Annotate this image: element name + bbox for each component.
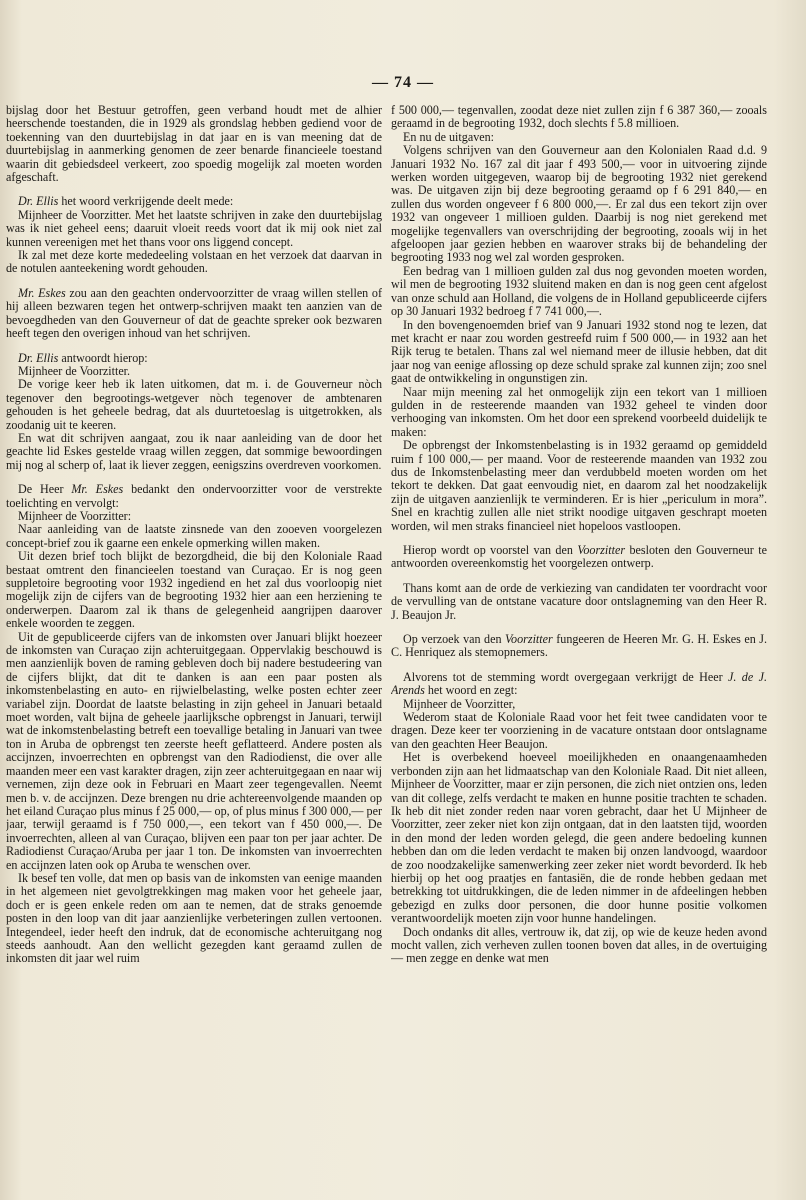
- paragraph-text: De opbrengst der Inkomstenbelasting is in 1932 geraamd op gemiddeld ruim f 100 000,— per maand. Voor de resteerende maanden van 1932 zou dus de Inkomstenbelasting meer dan verdubbeld moeten worden om het tekort te dekken. Dat gaat eenvoudig niet, en daarom zal het noodzakelijk zijn de uitgaven aanzienlijk te verminderen. Er is hier „periculum in mora”. Snel en krachtig zullen alle niet strikt noodige uitgaven geschrapt moeten worden, wil men straks financieel niet hopeloos vastloopen.: [391, 438, 767, 533]
- right-text-column: [391, 104, 767, 1174]
- paragraph-text: De Heer: [18, 482, 72, 497]
- speaker-name: Voorzitter: [505, 632, 553, 647]
- paragraph: [391, 439, 767, 533]
- paragraph-text: Mijnheer de Voorzitter,: [403, 696, 516, 711]
- paragraph: [391, 386, 767, 440]
- paragraph: [6, 365, 382, 378]
- paragraph-text: Het is overbekend hoeveel moeilijkheden en onaangenaamheden verbonden zijn aan het lidmaatschap van den Koloniale Raad. Dit niet alleen, Mijnheer de Voorzitter, maar er zijn personen, die zich niet ontzien ons, leden van dit college, zelfs verdacht te maken en hunne positie trachten te schaden. Ik heb dit niet zonder reden naar voren gebracht, daar het U Mijnheer de Voorzitter, zeer zeker niet kon zijn ontgaan, dat in den laatsten tijd, woorden in den mond der leden worden gelegd, die geen andere bedoeling kunnen hebben dan om die leden verdacht te maken bij onzen landvoogd, waardoor de zoo noodzakelijke samenwerking zeer zeker niet wordt bevorderd. Ik heb hierbij op het oog praatjes en fantasiën, die de ronde hebben gedaan met betrekking tot uitdrukkingen, die de leden nimmer in de afdeelingen hebben gebezigd en zulks door personen, die door hunne positie volkomen verantwoordelijk moeten zijn voor hunne handelingen.: [391, 750, 767, 926]
- paragraph: [6, 550, 382, 630]
- paragraph-text: Naar mijn meening zal het onmogelijk zijn een tekort van 1 millioen gulden in de resteerende maanden van 1932 geheel te vinden door verhooging van inkomsten. Om het door een sprekend voorbeeld duidelijk te maken:: [391, 384, 767, 439]
- paragraph-text: En wat dit schrijven aangaat, zou ik naar aanleiding van de door het geachte lid Eskes gestelde vraag willen zeggen, dat sommige bewoordingen mij nog al scherp of, laat ik liever zeggen, eenigszins overdreven voorkomen.: [6, 430, 382, 472]
- paragraph-text: Op verzoek van den: [403, 632, 506, 647]
- paragraph-text: Thans komt aan de orde de verkiezing van candidaten ter voordracht voor de vervulling van de ontstane vacature door ontslagneming van den Heer R. J. Beaujon Jr.: [391, 580, 767, 622]
- speaker-name: Dr. Ellis: [18, 194, 59, 209]
- paragraph-text: Volgens schrijven van den Gouverneur aan den Kolonialen Raad d.d. 9 Januari 1932 No. 167 zal dit jaar f 493 500,— voor in uitvoering zijnde werken worden uitgegeven, waarop bij de begrooting 1932 niet gerekend was. De uitgaven zijn bij deze begrooting geraamd op f 6 291 840,— en zullen dus worden ongeveer f 6 800 000,—. Er zal dus een tekort zijn over 1932 van ongeveer 1 millioen gulden. Daarbij is nog niet gerekend met mogelijke tegenvallers van overschrijding der begrooting, zooals wij in het afgeloopen jaar gezien hebben en waarover straks bij de behandeling der begrooting 1933 nog wel zal worden gesproken.: [391, 143, 767, 265]
- paragraph: [391, 582, 767, 622]
- paragraph: [6, 352, 382, 365]
- paragraph: [391, 926, 767, 966]
- paragraph: [391, 698, 767, 711]
- paragraph: [391, 104, 767, 131]
- paragraph-text: bijslag door het Bestuur getroffen, geen verband houdt met de alhier heerschende toestanden, die in 1929 als grondslag hebben gediend voor de toekenning van den duurtebijslag in dat jaar en is van meening dat de duurtebijslag in aanmerking genomen de zeer benarde financieele toestand waarin dit gebiedsdeel verkeert, zoo spoedig mogelijk zal moeten worden afgeschaft.: [6, 104, 382, 185]
- paragraph-text: In den bovengenoemden brief van 9 Januari 1932 stond nog te lezen, dat met kracht er naar zou worden gestreefd ruim f 500 000,— in 1932 aan het Rijk terug te betalen. Thans zal wel niemand meer de illusie hebben, dat dit jaar nog van eenige aflossing op deze schuld sprake zal kunnen zijn; zoo snel gaat de ontwikkeling in ongunstigen zin.: [391, 317, 767, 386]
- speaker-name: Mr. Eskes: [71, 482, 124, 497]
- paragraph-text: En nu de uitgaven:: [403, 129, 495, 144]
- paragraph-text: Uit de gepubliceerde cijfers van de inkomsten over Januari blijkt hoezeer de inkomsten van Curaçao zijn achteruitgegaan. Oppervlakig beschouwd is men aanzienlijk boven de raming gebleven doch bij nadere bestudeering van de cijfers blijkt, dat dit te danken is aan een paar posten als inkomstenbelasting en auto- en rijwielbelasting, welke posten echter zeer variabel zijn. Doordat de laatste belasting in zijn geheel in Januari betaald moet worden, valt bijna de geheele jaarlijksche opbrengst in Januari, terwijl wat de inkomstenbelasting betreft een toevallige betaling in Januari van twee ton in Aruba de opbrengst ten zeerste heeft geflatteerd. Andere posten als accijnzen, invoerrechten en opbrengst van den Radiodienst, die over alle maanden meer een vast karakter dragen, zijn zeer achteruitgegaan en naar wij vernemen, zijn deze ook in Februari en Maart zeer tegengevallen. Neemt men b. v. de accijnzen. Deze brengen nu drie achtereenvolgende maanden op het eiland Curaçao plus minus f 25 000,— op, of plus minus f 300 000,— per jaar, terwijl geraamd is f 750 000,—, een tekort van f 450 000,—. De invoerrechten, alleen al van Curaçao, blijven een paar ton per jaar achter. De Radiodienst Curaçao/Aruba per jaar 1 ton. De inkomsten van invoerrechten en accijnzen laten ook op Aruba te wenschen over.: [6, 629, 382, 872]
- paragraph: [6, 195, 382, 208]
- paragraph: [6, 483, 382, 510]
- paragraph: [6, 209, 382, 249]
- paragraph-text: bedankt den ondervoorzitter voor de verstrekte toelichting en vervolgt:: [6, 482, 382, 510]
- paragraph-text: f 500 000,— tegenvallen, zoodat deze niet zullen zijn f 6 387 360,— zooals geraamd in de begrooting 1932, doch slechts f 5.8 millioen.: [391, 104, 767, 131]
- paragraph-text: Alvorens tot de stemming wordt overgegaan verkrijgt de Heer: [403, 669, 729, 684]
- paragraph: [391, 144, 767, 265]
- paragraph-text: Mijnheer de Voorzitter:: [18, 508, 132, 523]
- paragraph-text: Een bedrag van 1 millioen gulden zal dus nog gevonden moeten worden, wil men de begrooting 1932 sluitend maken en dan is nog geen cent afgelost van onze schuld aan Holland, die volgens de in Holland gepubliceerde cijfers op 30 Januari 1932 bedroeg f 7 741 000,—.: [391, 263, 767, 319]
- paragraph-text: zou aan den geachten ondervoorzitter de vraag willen stellen of hij alleen bezwaren tegen het ontwerp-schrijven maakt ten aanzien van de bevoegdheden van den Gouverneur of dat de geachte spreker ook bezwaren heeft tegen den overigen inhoud van het schrijven.: [6, 285, 382, 341]
- paragraph: [6, 249, 382, 276]
- paragraph: [391, 319, 767, 386]
- paragraph-text: besloten den Gouverneur te antwoorden overeenkomstig het voorgelezen ontwerp.: [391, 543, 767, 571]
- paragraph-text: het woord verkrijgende deelt mede:: [58, 194, 234, 209]
- paragraph-text: Ik zal met deze korte mededeeling volstaan en het verzoek dat daarvan in de notulen aanteekening wordt gehouden.: [6, 248, 382, 276]
- paragraph: [6, 523, 382, 550]
- speaker-name: Voorzitter: [577, 543, 626, 557]
- paragraph: [6, 287, 382, 341]
- paragraph-text: Mijnheer de Voorzitter.: [18, 363, 131, 378]
- paragraph-text: De vorige keer heb ik laten uitkomen, dat m. i. de Gouverneur nòch tegenover den begrootings-wetgever nòch tegenover de ambtenaren gehouden is het geheele bedrag, dat als duurtetoeslag is uitgetrokken, als zoodanig uit te keeren.: [6, 377, 382, 432]
- paragraph: [6, 631, 382, 872]
- paragraph-text: Mijnheer de Voorzitter. Met het laatste schrijven in zake den duurtebijslag was ik niet geheel eens; daaruit vloeit reeds voort dat ik mij ook niet zal kunnen vereenigen met het thans voor ons liggend concept.: [6, 207, 382, 249]
- paragraph-text: fungeeren de Heeren Mr. G. H. Eskes en J. C. Henriquez als stemopnemers.: [391, 632, 767, 660]
- paragraph-text: Wederom staat de Koloniale Raad voor het feit twee candidaten voor te dragen. Deze keer ter voorziening in de vacature ontstaan door ontslagname van den geachten Heer Beaujon.: [391, 710, 767, 751]
- speaker-name: Dr. Ellis: [18, 350, 59, 365]
- paragraph: [391, 131, 767, 144]
- paragraph-text: Hierop wordt op voorstel van den: [403, 543, 578, 557]
- paragraph: [391, 633, 767, 660]
- paragraph: [6, 432, 382, 472]
- page-number: — 74 —: [372, 74, 434, 91]
- left-text-column: [6, 104, 382, 1174]
- paragraph: [6, 510, 382, 523]
- paragraph: [391, 671, 767, 698]
- paragraph: [391, 711, 767, 751]
- speaker-name: Mr. Eskes: [18, 285, 66, 300]
- paragraph: [6, 378, 382, 432]
- paragraph-text: Uit dezen brief toch blijkt de bezorgdheid, die bij den Koloniale Raad bestaat omtrent den financieelen toestand van Curaçao. Er is nog geen suppletoire begrooting voor 1932 ingediend en het zal dus voorloopig niet mogelijk zijn de cijfers van de begrooting 1932 hier aan een herziening te onderwerpen. Daarom zal ik thans de gelegenheid aangrijpen daarover enkele woorden te zeggen.: [6, 549, 382, 631]
- speaker-name: J. de J. Arends: [391, 669, 767, 698]
- paragraph-text: antwoordt hierop:: [58, 350, 148, 365]
- paragraph-text: het woord en zegt:: [424, 683, 518, 698]
- paragraph: [391, 751, 767, 925]
- paragraph-text: Naar aanleiding van de laatste zinsnede van den zooeven voorgelezen concept-brief zou ik gaarne een enkele opmerking willen maken.: [6, 522, 382, 550]
- paragraph-text: Doch ondanks dit alles, vertrouw ik, dat zij, op wie de keuze heden avond mocht vallen, zich verheven zullen toonen boven dat alles, in de overtuiging — men zegge en denke wat men: [391, 924, 767, 966]
- paragraph-text: Ik besef ten volle, dat men op basis van de inkomsten van eenige maanden in het algemeen niet gevolgtrekkingen mag maken voor het geheele jaar, doch er is geen enkele reden om aan te nemen, dat de straks genoemde posten in den loop van dit jaar aanzienlijke verbeteringen zullen vertoonen. Integendeel, ieder heeft den indruk, dat de economische achteruitgang nog steeds aanhoudt. Aan den wellicht gezegden kant geraamd zullen de inkomsten dit jaar wel ruim: [6, 870, 382, 966]
- paragraph: [391, 265, 767, 319]
- paragraph: [391, 544, 767, 571]
- paragraph: [6, 104, 382, 184]
- paragraph: [6, 872, 382, 966]
